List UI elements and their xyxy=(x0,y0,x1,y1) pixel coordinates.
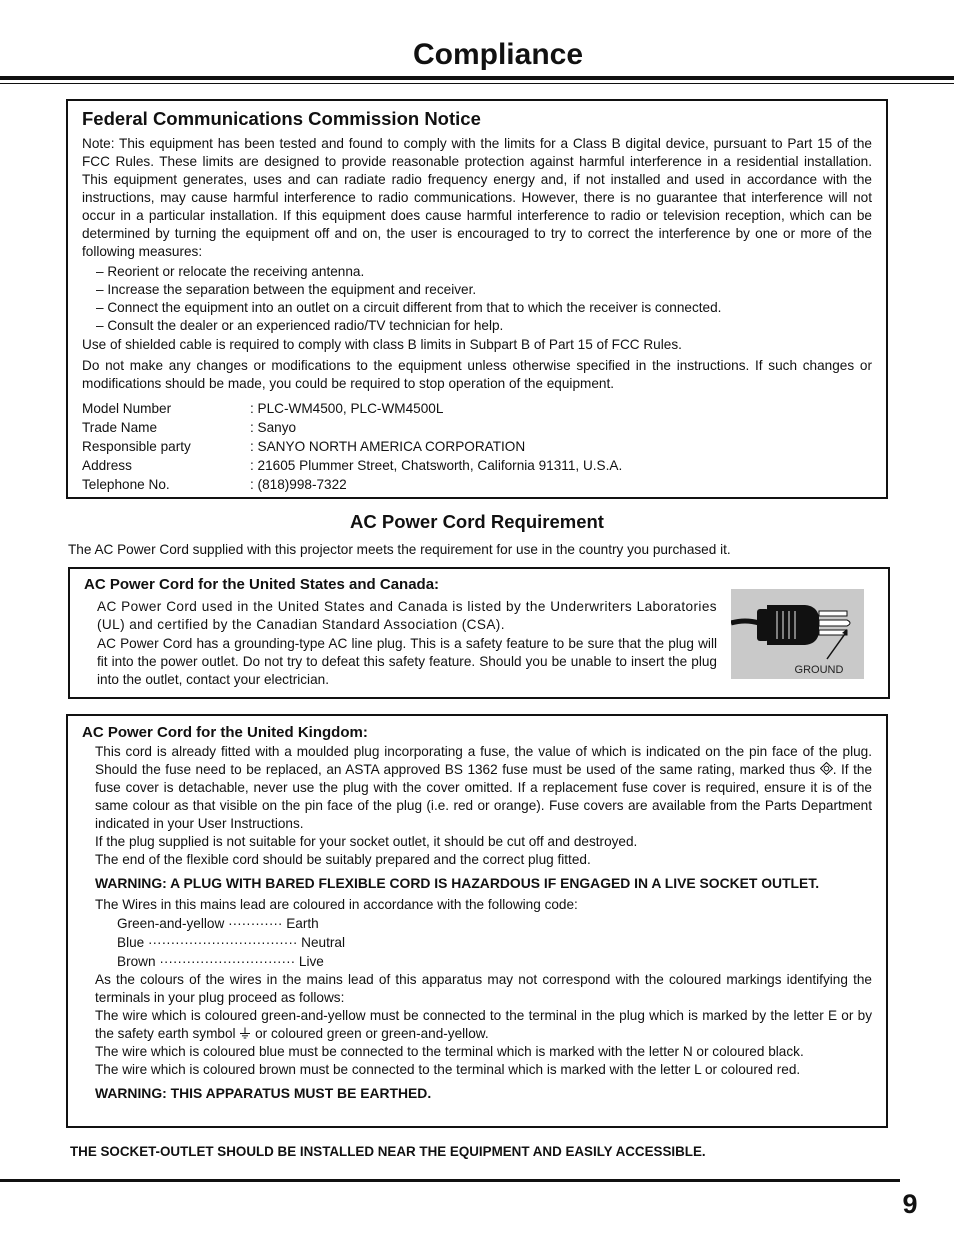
list-item: – Increase the separation between the equipment and receiver. xyxy=(96,282,477,297)
wire-colour: Brown xyxy=(117,954,156,969)
footer-divider xyxy=(0,1179,900,1182)
info-label: Model Number xyxy=(82,401,172,416)
list-item: – Reorient or relocate the receiving antenna. xyxy=(96,264,365,279)
list-item: – Connect the equipment into an outlet on a circuit different from that to which the receiver is connected. xyxy=(96,300,722,315)
page-title: Compliance xyxy=(412,38,584,71)
title-divider-thin xyxy=(0,83,954,84)
uk-body xyxy=(95,743,872,1102)
us-canada-box xyxy=(68,567,890,699)
table-row xyxy=(82,437,622,456)
list-item xyxy=(117,914,872,933)
leader-dots: ······························ xyxy=(159,954,296,969)
info-label: Telephone No. xyxy=(82,477,170,492)
info-value: : PLC-WM4500, PLC-WM4500L xyxy=(250,401,444,416)
uk-paragraph: The wire which is coloured brown must be connected to the terminal which is marked with the letter L or coloured red. xyxy=(95,1062,801,1077)
info-label: Responsible party xyxy=(82,439,191,454)
list-item xyxy=(117,933,872,952)
ground-label: GROUND xyxy=(794,664,844,676)
wire-colour-list xyxy=(117,914,872,971)
plug-icon xyxy=(731,589,864,679)
wire-colour: Blue xyxy=(117,935,145,950)
uk-box xyxy=(66,714,888,1128)
uk-warning-bared-cord: WARNING: A PLUG WITH BARED FLEXIBLE CORD IS HAZARDOUS IF ENGAGED IN A LIVE SOCKET OUTLET. xyxy=(95,875,820,891)
table-row xyxy=(82,456,622,475)
fcc-info-table xyxy=(82,399,622,494)
uk-earth-text-a: The wire which is coloured green-and-yellow must be connected to the terminal in the plug which is marked by the letter E or by the safety earth symbol xyxy=(95,1008,872,1041)
page-number: 9 xyxy=(902,1189,918,1219)
ac-intro: The AC Power Cord supplied with this projector meets the requirement for use in the country you purchased it. xyxy=(68,542,731,557)
wire-role: Live xyxy=(298,954,324,969)
info-value: : 21605 Plummer Street, Chatsworth, California 91311, U.S.A. xyxy=(250,458,623,473)
us-heading: AC Power Cord for the United States and Canada: xyxy=(84,576,440,593)
table-row xyxy=(82,418,622,437)
info-value: : Sanyo xyxy=(250,420,297,435)
fcc-heading: Federal Communications Commission Notice xyxy=(82,108,481,129)
socket-outlet-note: THE SOCKET-OUTLET SHOULD BE INSTALLED NEAR THE EQUIPMENT AND EASILY ACCESSIBLE. xyxy=(70,1144,706,1159)
us-paragraph: AC Power Cord has a grounding-type AC line plug. This is a safety feature to be sure that the plug will fit into the power outlet. Do not try to defeat this safety feature. Should you be unable to insert the plug into the outlet, contact your electrician. xyxy=(97,636,717,687)
fcc-shielded-cable: Use of shielded cable is required to comply with class B limits in Subpart B of Part 15 of FCC Rules. xyxy=(82,337,682,352)
info-value: : SANYO NORTH AMERICA CORPORATION xyxy=(250,439,526,454)
leader-dots: ············ xyxy=(228,916,283,931)
fcc-measures-list xyxy=(96,263,872,335)
info-label: Address xyxy=(82,458,132,473)
us-text xyxy=(97,598,717,689)
ac-section-heading: AC Power Cord Requirement xyxy=(350,511,604,532)
info-label: Trade Name xyxy=(82,420,158,435)
wire-role: Neutral xyxy=(301,935,345,950)
us-paragraph: AC Power Cord used in the United States and Canada is listed by the Underwriters Laboratories (UL) and certified by the Canadian Standard Association (CSA). xyxy=(97,599,717,632)
asta-mark-icon xyxy=(820,762,833,775)
uk-paragraph: If the plug supplied is not suitable for your socket outlet, it should be cut off and destroyed. xyxy=(95,834,638,849)
uk-wires-intro: The Wires in this mains lead are coloured in accordance with the following code: xyxy=(95,897,578,912)
uk-paragraph: The wire which is coloured blue must be connected to the terminal which is marked with the letter N or coloured black. xyxy=(95,1044,804,1059)
table-row xyxy=(82,399,622,418)
uk-heading: AC Power Cord for the United Kingdom: xyxy=(82,724,368,741)
uk-paragraph xyxy=(95,743,872,833)
fcc-changes: Do not make any changes or modifications to the equipment unless otherwise specified in the instructions. If such changes or modifications should be made, you could be required to stop operation of the equipment. xyxy=(82,358,872,391)
list-item xyxy=(117,952,872,971)
uk-paragraph: The end of the flexible cord should be suitably prepared and the correct plug fitted. xyxy=(95,852,591,867)
grounding-plug-illustration xyxy=(731,589,864,679)
uk-paragraph: As the colours of the wires in the mains lead of this apparatus may not correspond with the coloured markings identifying the terminals in your plug proceed as follows: xyxy=(95,972,872,1005)
uk-earth-text-b: or coloured green or green-and-yellow. xyxy=(255,1026,489,1041)
uk-fuse-text-b: . If the fuse cover is detachable, never use the plug with the cover omitted. If a replacement fuse cover is required, ensure it is of the same colour as that visible on the pin face of the plug (i.e. red or orange). Fuse covers are available from the Parts Department indicated in your User Instructions. xyxy=(95,762,872,831)
list-item: – Consult the dealer or an experienced radio/TV technician for help. xyxy=(96,318,504,333)
info-value: : (818)998-7322 xyxy=(250,477,347,492)
leader-dots: ································· xyxy=(148,935,298,950)
fcc-notice-box xyxy=(66,99,888,499)
uk-fuse-text-a: This cord is already fitted with a moulded plug incorporating a fuse, the value of which is indicated on the pin face of the plug. Should the fuse need to be replaced, an ASTA approved BS 1362 fuse must be used of the same rating, marked thus xyxy=(95,744,872,777)
uk-warning-earthed: WARNING: THIS APPARATUS MUST BE EARTHED. xyxy=(95,1085,432,1101)
wire-colour: Green-and-yellow xyxy=(117,916,225,931)
table-row xyxy=(82,475,622,494)
wire-role: Earth xyxy=(286,916,319,931)
uk-paragraph xyxy=(95,1007,872,1043)
title-divider xyxy=(0,76,954,80)
fcc-note: Note: This equipment has been tested and found to comply with the limits for a Class B digital device, pursuant to Part 15 of the FCC Rules. These limits are designed to provide reasonable protection against harmful interference in a residential installation. This equipment generates, uses and can radiate radio frequency energy and, if not installed and used in accordance with the instructions, may cause harmful interference to radio communications. However, there is no guarantee that interference will not occur in a particular installation. If this equipment does cause harmful interference to radio or television reception, which can be determined by turning the equipment off and on, the user is encouraged to try to correct the interference by one or more of the following measures: xyxy=(82,136,872,259)
earth-symbol-icon xyxy=(239,1027,251,1039)
